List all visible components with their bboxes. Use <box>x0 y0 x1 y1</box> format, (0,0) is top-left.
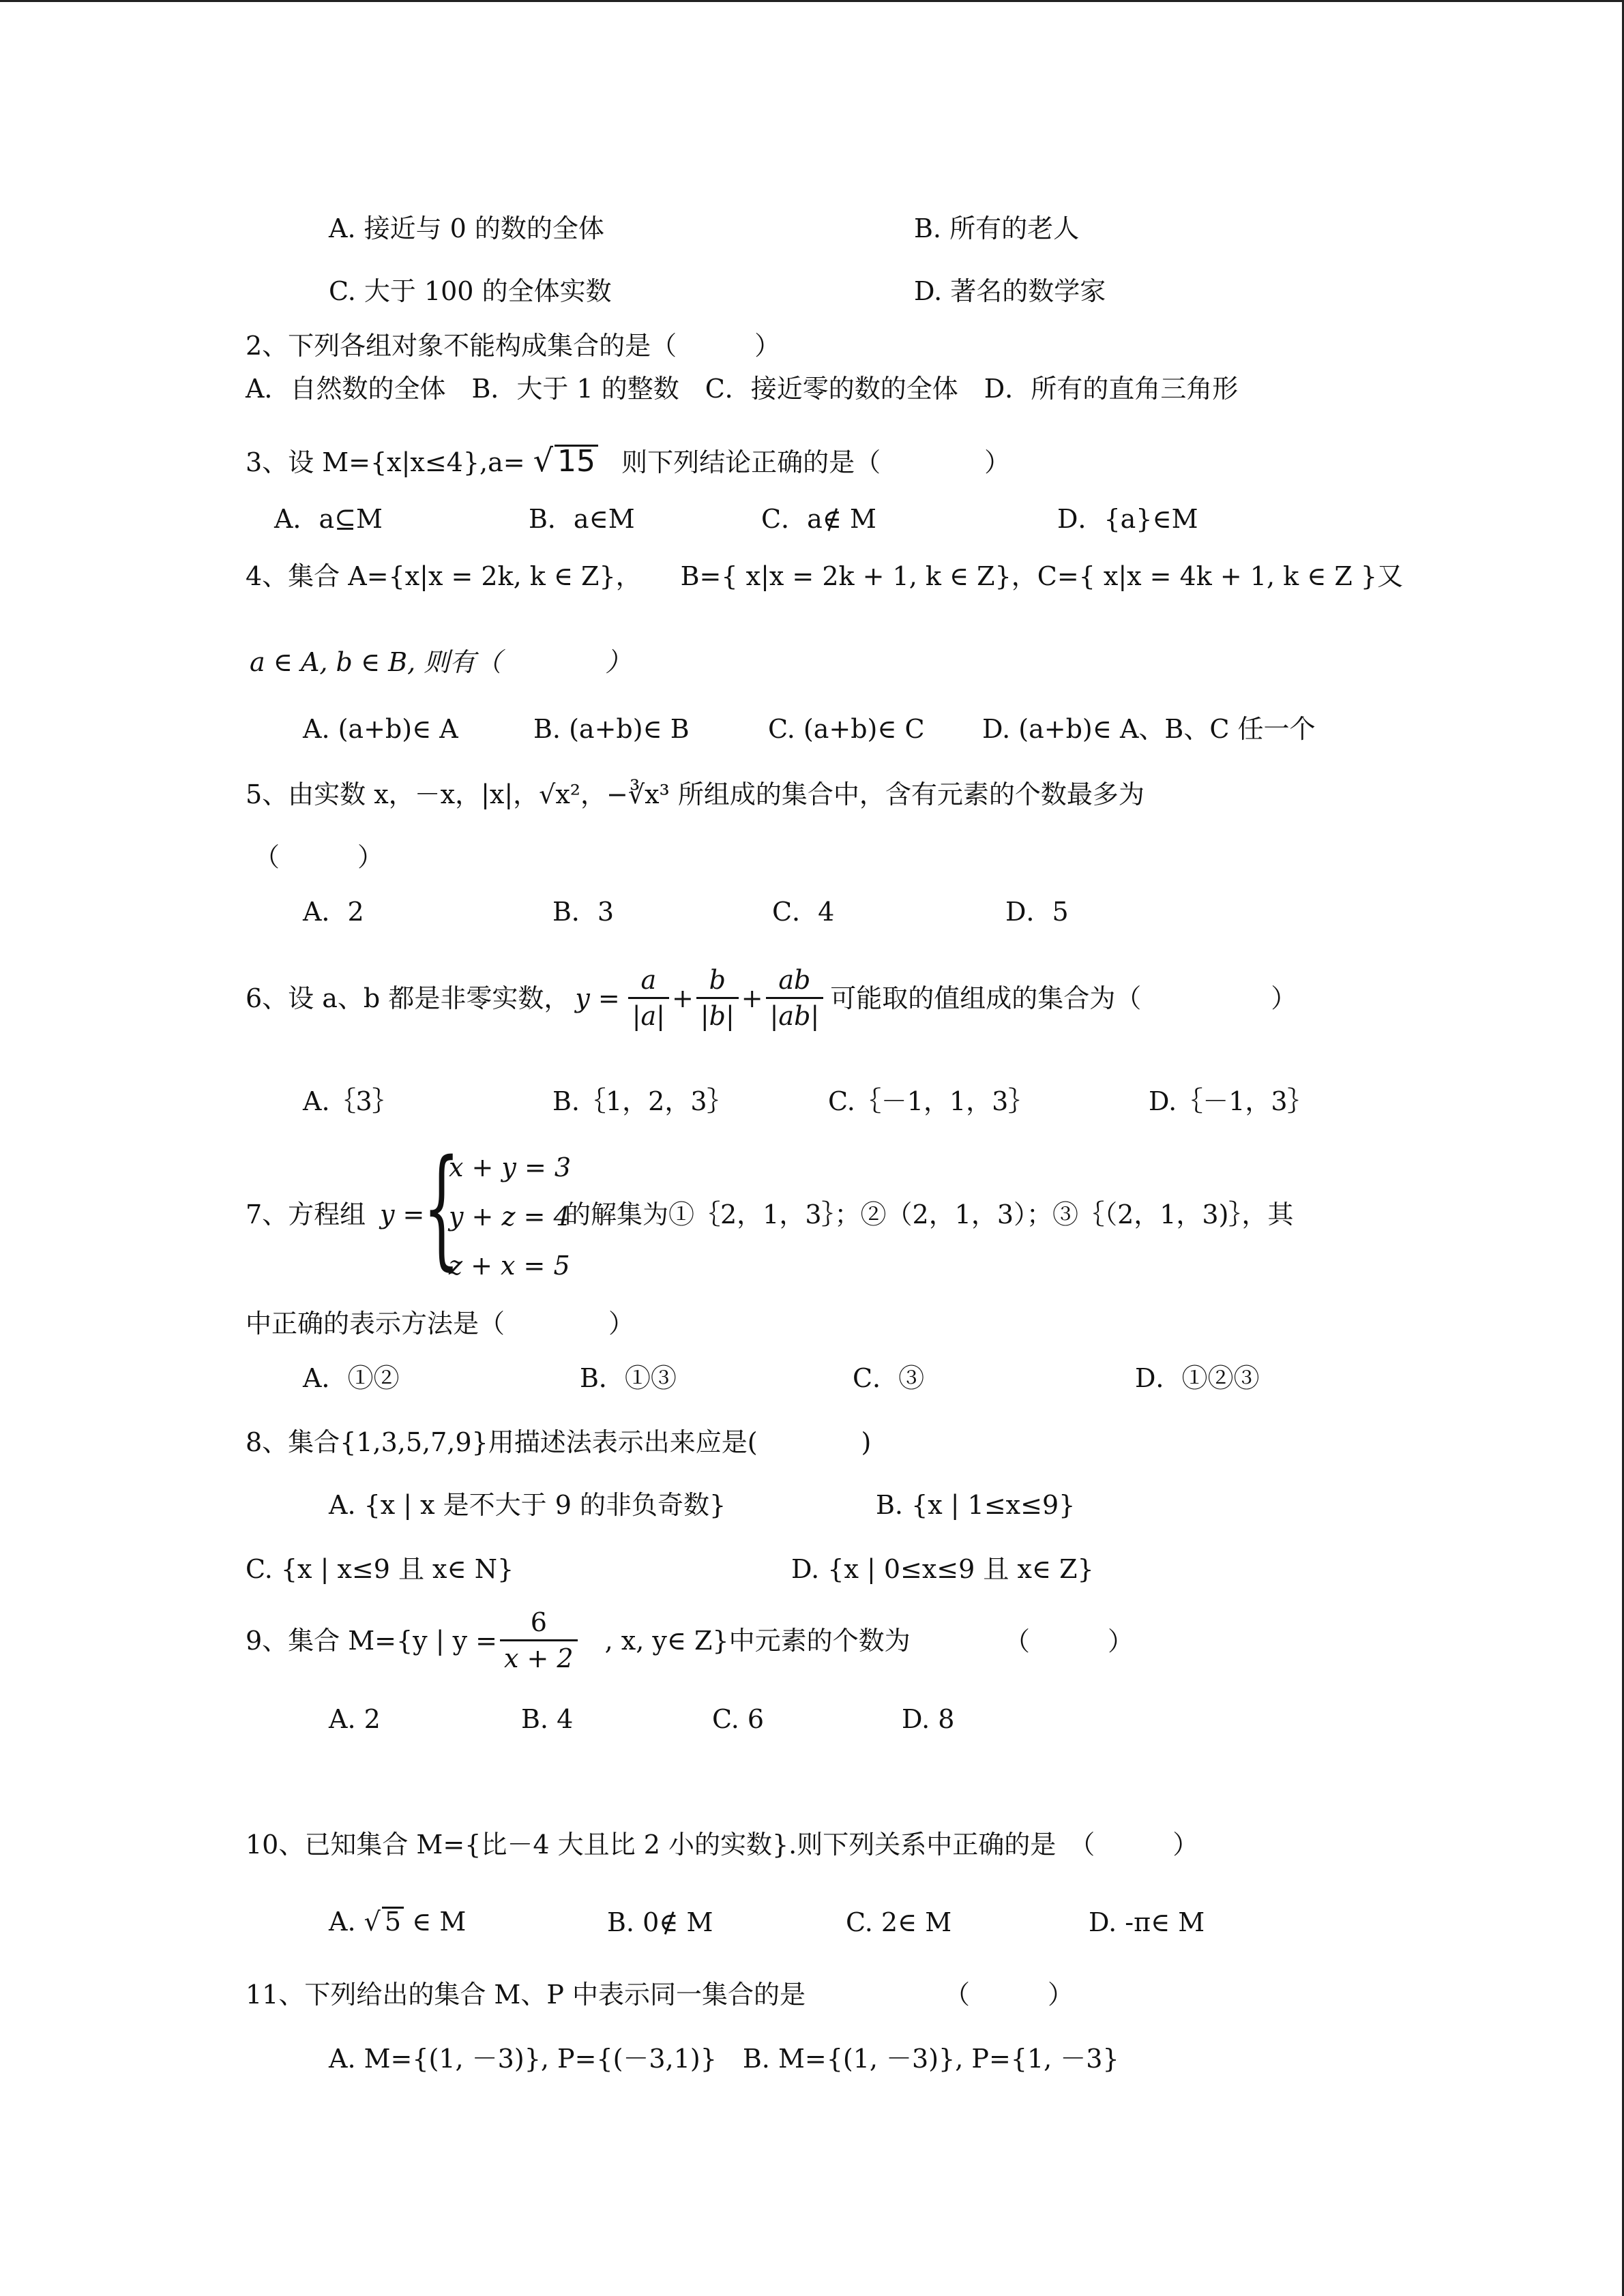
q10-option-b: B. 0∉ M <box>607 1907 713 1937</box>
q4-option-c: C. (a+b)∈ C <box>768 714 925 744</box>
q5-option-d: D．5 <box>1005 897 1069 927</box>
q7-stem-pre: 7、方程组 <box>246 1199 366 1229</box>
q10-a-radicand: 5 <box>382 1907 404 1935</box>
q3-stem-post: 则下列结论正确的是（ ） <box>621 447 1011 477</box>
q6-option-b: B.｛1，2，3｝ <box>552 1086 733 1116</box>
q7-eq1: x + y = 3 <box>449 1152 572 1182</box>
q5-option-c: C．4 <box>772 897 835 927</box>
page-top-border <box>0 0 1624 2</box>
q6-frac-a <box>628 967 669 1029</box>
frac-numerator: 6 <box>530 1607 547 1637</box>
frac-denominator: |a| <box>628 997 669 1029</box>
q6-frac-ab <box>766 967 824 1029</box>
q6-option-a: A.｛3｝ <box>303 1086 398 1116</box>
frac-numerator: a <box>640 965 657 995</box>
frac-denominator: |b| <box>696 997 739 1029</box>
q3-stem <box>246 442 1011 479</box>
q4-option-d: D. (a+b)∈ A、B、C 任一个 <box>982 714 1316 744</box>
q6-stem-pre: 6、设 a、b 都是非零实数， <box>246 983 570 1013</box>
q10-option-c: C. 2∈ M <box>846 1907 952 1937</box>
q1-option-a: A. 接近与 0 的数的全体 <box>329 213 604 243</box>
q11-options: A. M={(1, －3)}, P={(－3,1)} B. M={(1, －3)}, P={1, －3} <box>329 2044 1119 2074</box>
q1-option-b: B. 所有的老人 <box>914 213 1080 243</box>
left-brace: { <box>423 1132 460 1283</box>
q6-stem <box>246 967 1297 1029</box>
q10-a-label: A. <box>329 1907 356 1937</box>
frac-denominator: |ab| <box>766 997 824 1029</box>
q10-stem: 10、已知集合 M={比－4 大且比 2 小的实数}.则下列关系中正确的是 （ ） <box>246 1830 1199 1860</box>
q7-stem2: 中正确的表示方法是（ ） <box>246 1309 635 1339</box>
q9-option-d: D. 8 <box>902 1704 955 1734</box>
plus-sign: + <box>671 983 694 1013</box>
q6-stem-post: 可能取的值组成的集合为（ ） <box>830 983 1297 1013</box>
q6-option-c: C.｛－1，1，3｝ <box>828 1086 1035 1116</box>
q2-stem: 2、下列各组对象不能构成集合的是（ ） <box>246 331 781 361</box>
q7-option-b: B．①③ <box>580 1363 677 1393</box>
q9-option-b: B. 4 <box>521 1704 574 1734</box>
q2-options: A．自然数的全体 B．大于 1 的整数 C．接近零的数的全体 D．所有的直角三角形 <box>246 374 1239 404</box>
q5-stem: 5、由实数 x，－x，|x|，√x²，−∛x³ 所组成的集合中，含有元素的个数最多为 <box>246 779 1145 809</box>
q6-option-d: D.｛－1，3｝ <box>1149 1086 1314 1116</box>
q7-y-eq: y = <box>380 1199 425 1229</box>
q9-paren: （ ） <box>1004 1626 1134 1656</box>
q3-option-d: D．{a}∈M <box>1057 504 1198 534</box>
q7-eq3: z + x = 5 <box>449 1251 570 1281</box>
q7-stem-post: 的解集为①｛2，1，3｝；②（2，1，3）；③｛（2，1，3)｝，其 <box>565 1199 1294 1229</box>
q7-option-c: C．③ <box>853 1363 925 1393</box>
q8-stem: 8、集合{1,3,5,7,9}用描述法表示出来应是( ) <box>246 1427 872 1457</box>
plus-sign: + <box>741 983 763 1013</box>
frac-numerator: ab <box>778 965 811 995</box>
frac-denominator: x + 2 <box>500 1639 578 1671</box>
q5-option-b: B．3 <box>552 897 615 927</box>
q4-option-a: A. (a+b)∈ A <box>303 714 458 744</box>
q9-stem-post: , x, y∈ Z}中元素的个数为 <box>604 1625 911 1656</box>
q3-option-c: C．a∉ M <box>761 504 876 534</box>
q7-option-a: A．①② <box>303 1363 400 1393</box>
q4-option-b: B. (a+b)∈ B <box>533 714 690 744</box>
frac-numerator: b <box>709 965 726 995</box>
q6-frac-b <box>696 967 739 1029</box>
q3-option-b: B．a∈M <box>529 504 635 534</box>
sqrt-sign: √ <box>533 442 554 479</box>
q3-radicand: 15 <box>555 445 598 477</box>
q8-option-c: C. {x | x≤9 且 x∈ N} <box>246 1554 514 1584</box>
q7-eq2: y + z = 4 <box>449 1202 570 1232</box>
q10-a-relation: ∈ M <box>412 1907 467 1937</box>
q9-fraction <box>500 1609 578 1671</box>
q4-stem2: a ∈ A, b ∈ B, 则有（ ） <box>250 647 632 677</box>
q11-paren: （ ） <box>944 1980 1074 2010</box>
q10-option-a <box>329 1907 466 1935</box>
q9-stem <box>246 1609 911 1671</box>
q10-option-d: D. -π∈ M <box>1089 1907 1205 1937</box>
q5-option-a: A．2 <box>303 897 364 927</box>
q9-stem-pre: 9、集合 M={y | y = <box>246 1625 497 1656</box>
sqrt-sign: √ <box>364 1907 381 1937</box>
q3-stem-pre: 3、设 M={x|x≤4},a= <box>246 447 525 477</box>
q8-option-b: B. {x | 1≤x≤9} <box>876 1490 1076 1520</box>
q8-option-d: D. {x | 0≤x≤9 且 x∈ Z} <box>791 1554 1094 1584</box>
q8-option-a: A. {x | x 是不大于 9 的非负奇数} <box>329 1490 726 1520</box>
q9-option-a: A. 2 <box>329 1704 381 1734</box>
q9-option-c: C. 6 <box>712 1704 765 1734</box>
q3-option-a: A．a⊆M <box>274 504 383 534</box>
q7-option-d: D．①②③ <box>1135 1363 1260 1393</box>
q11-stem: 11、下列给出的集合 M、P 中表示同一集合的是 <box>246 1980 806 2010</box>
q1-option-d: D. 著名的数学家 <box>914 276 1106 306</box>
q5-paren: （ ） <box>254 842 384 872</box>
q1-option-c: C. 大于 100 的全体实数 <box>329 276 612 306</box>
q6-y-eq: y = <box>575 983 620 1013</box>
q4-stem: 4、集合 A={x|x = 2k, k ∈ Z}， B={ x|x = 2k + 1, k ∈ Z}，C={ x|x = 4k + 1, k ∈ Z }又 <box>246 561 1404 591</box>
